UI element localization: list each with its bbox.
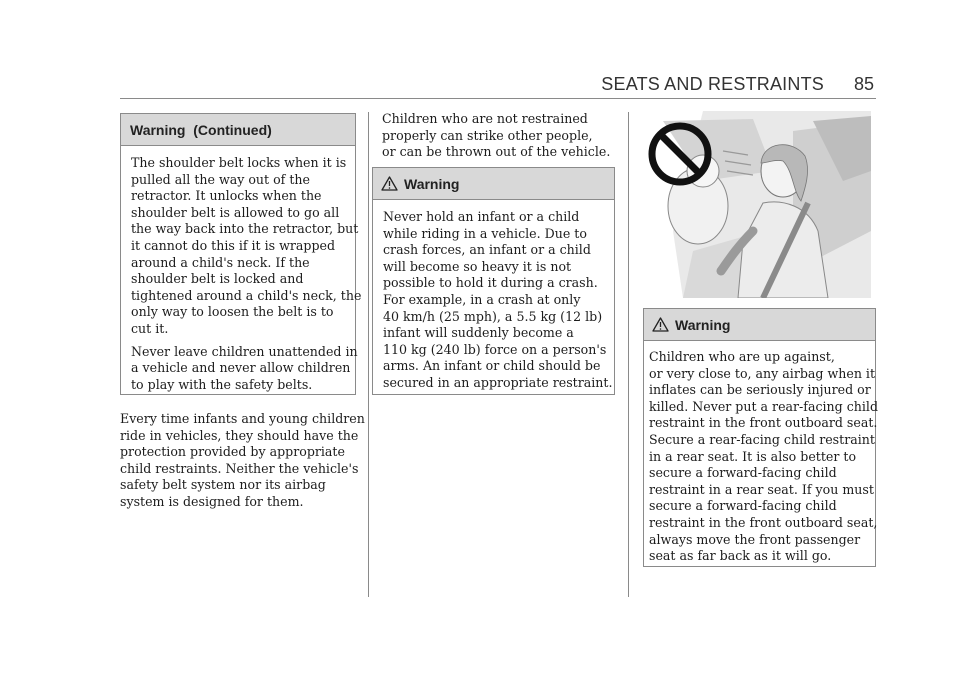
text-line: 40 km/h (25 mph), a 5.5 kg (12 lb) xyxy=(383,308,603,324)
text-line: retractor. It unlocks when the xyxy=(131,188,322,204)
text-line: child restraints. Neither the vehicle's xyxy=(120,460,359,476)
text-line: while riding in a vehicle. Due to xyxy=(383,225,587,241)
text-line: seat as far back as it will go. xyxy=(649,548,832,564)
illustration-infant-airbag xyxy=(643,111,871,298)
text-line: a vehicle and never allow children xyxy=(131,360,351,376)
text-line: For example, in a crash at only xyxy=(383,291,581,307)
warning-body xyxy=(644,341,879,573)
warning-continued-title: Warning (Continued) xyxy=(130,121,272,138)
text-line: will become so heavy it is not xyxy=(383,258,572,274)
text-line: Every time infants and young children xyxy=(120,411,365,426)
warning-title: Warning xyxy=(404,175,460,192)
warning-box-airbag xyxy=(643,308,879,567)
text-line: Secure a rear-facing child restraint xyxy=(649,431,875,447)
text-line: restraint in the front outboard seat, xyxy=(649,514,878,530)
page-header xyxy=(120,74,876,99)
text-line: Never hold an infant or a child xyxy=(383,209,580,224)
text-line: the way back into the retractor, but xyxy=(131,221,359,237)
text-line: secured in an appropriate restraint. xyxy=(383,374,613,390)
text-line: The shoulder belt locks when it is xyxy=(131,155,347,170)
text-line: pulled all the way out of the xyxy=(131,171,310,187)
text-line: shoulder belt is allowed to go all xyxy=(131,204,340,220)
text-line: to play with the safety belts. xyxy=(131,376,313,392)
text-line: only way to loosen the belt is to xyxy=(131,304,334,320)
text-line: ride in vehicles, they should have the xyxy=(120,427,359,443)
warning-continued-header xyxy=(121,114,355,146)
text-line: cut it. xyxy=(131,320,169,336)
text-line: always move the front passenger xyxy=(649,531,861,547)
text-line: in a rear seat. It is also better to xyxy=(649,448,857,464)
text-line: it cannot do this if it is wrapped xyxy=(131,237,336,253)
text-line: infant will suddenly become a xyxy=(383,325,574,341)
text-line: secure a forward-facing child xyxy=(649,498,837,514)
text-line: around a child's neck. If the xyxy=(131,254,310,270)
text-line: killed. Never put a rear-facing child xyxy=(649,398,879,414)
warning-header xyxy=(373,168,614,200)
text-line: protection provided by appropriate xyxy=(120,444,345,460)
unrestrained-children-paragraph xyxy=(382,111,610,161)
warning-triangle-icon xyxy=(652,317,669,332)
warning-box-infant xyxy=(372,167,615,395)
warning-title: Warning xyxy=(675,316,731,333)
text-line: safety belt system nor its airbag xyxy=(120,477,326,493)
warning-triangle-icon xyxy=(381,176,398,191)
text-line: system is designed for them. xyxy=(120,493,304,509)
column-divider-1 xyxy=(368,112,369,597)
page-number: 85 xyxy=(853,74,874,94)
warning-paragraph xyxy=(131,343,358,394)
prohibition-icon xyxy=(645,119,715,189)
text-line: Never leave children unattended in xyxy=(131,343,358,359)
text-line: secure a forward-facing child xyxy=(649,465,837,481)
warning-continued-box xyxy=(120,113,362,395)
text-line: crash forces, an infant or a child xyxy=(383,242,591,258)
text-line: restraint in the front outboard seat. xyxy=(649,415,878,431)
column-divider-2 xyxy=(628,112,629,597)
warning-header xyxy=(644,309,875,341)
text-line: Children who are up against, xyxy=(649,349,835,364)
warning-paragraph xyxy=(649,349,879,565)
text-line: or can be thrown out of the vehicle. xyxy=(382,144,611,160)
text-line: tightened around a child's neck, the xyxy=(131,287,362,303)
text-line: 110 kg (240 lb) force on a person's xyxy=(383,341,607,357)
text-line: possible to hold it during a crash. xyxy=(383,275,598,291)
text-line: arms. An infant or child should be xyxy=(383,358,601,374)
warning-paragraph xyxy=(131,155,362,338)
text-line: restraint in a rear seat. If you must xyxy=(649,481,874,497)
warning-body xyxy=(373,200,614,400)
text-line: Children who are not restrained xyxy=(382,111,588,126)
text-line: properly can strike other people, xyxy=(382,127,593,143)
child-restraint-paragraph xyxy=(120,411,365,511)
section-title: SEATS AND RESTRAINTS xyxy=(601,74,824,94)
text-line: or very close to, any airbag when it xyxy=(649,365,876,381)
text-line: shoulder belt is locked and xyxy=(131,271,304,287)
text-line: inflates can be seriously injured or xyxy=(649,382,871,398)
warning-continued-body xyxy=(121,146,362,401)
warning-paragraph xyxy=(383,209,613,392)
